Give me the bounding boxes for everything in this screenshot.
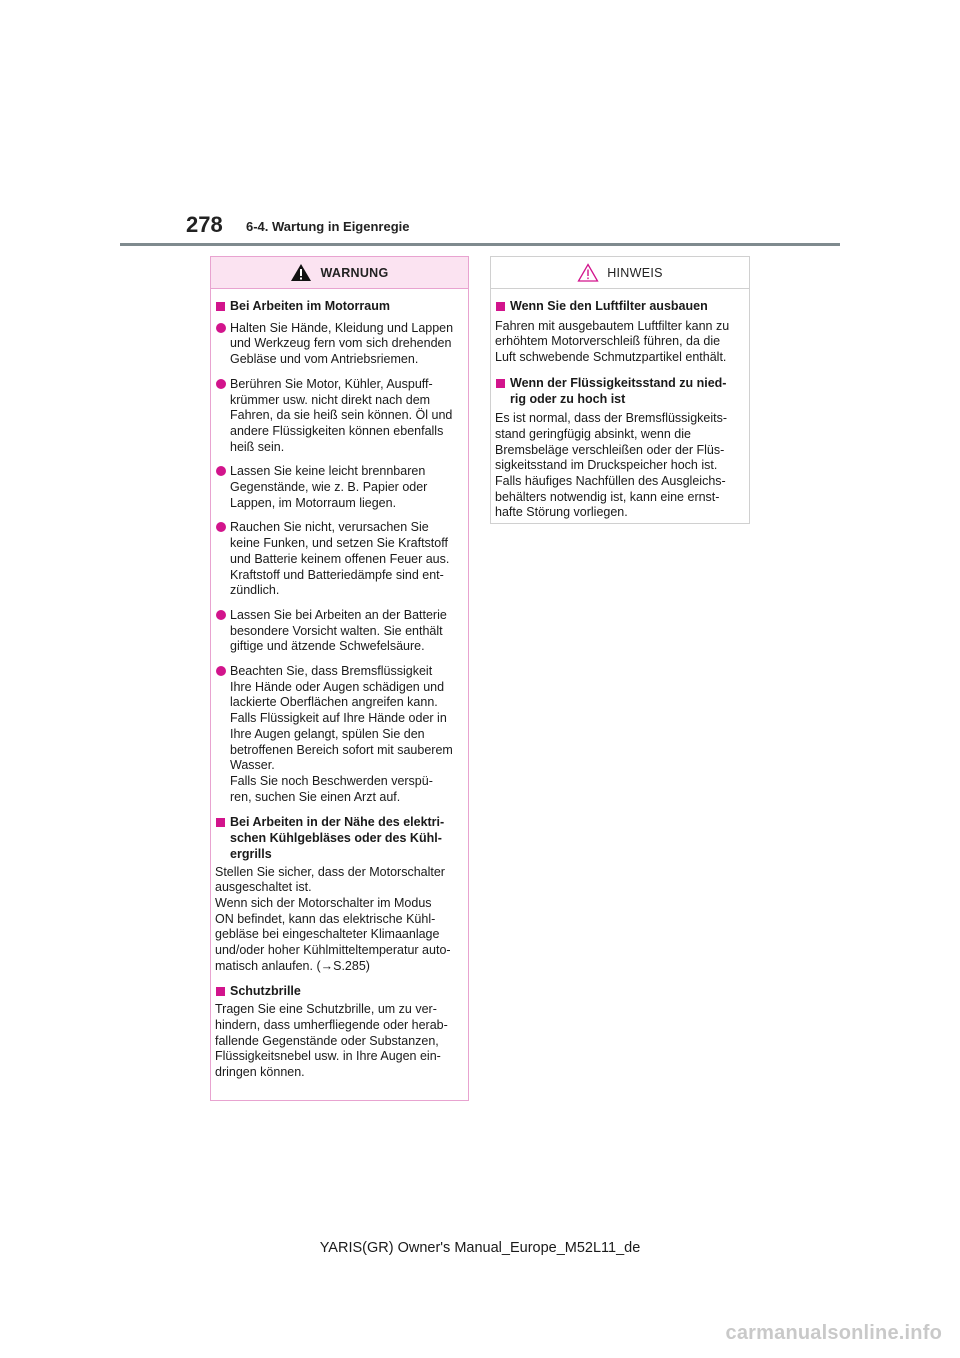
- section-title: Schutzbrille: [230, 984, 301, 999]
- list-item: [215, 321, 460, 368]
- section-square-icon: [216, 302, 225, 311]
- section-square-icon: [496, 302, 505, 311]
- section-square-icon: [496, 379, 505, 388]
- list-item: [215, 464, 460, 511]
- list-item-text: Halten Sie Hände, Kleidung und Lappen und Werkzeug fern vom sich drehenden Gebläse und vom Antriebsriemen.: [230, 320, 454, 367]
- section-heading: [215, 815, 460, 862]
- list-item: [215, 520, 460, 599]
- bullet-dot-icon: [216, 522, 226, 532]
- list-item-text: Beachten Sie, dass Bremsflüssigkeit Ihre Hände oder Augen schädigen und lackierte Oberflächen angreifen kann. Falls Flüssigkeit auf Ihre Hände oder in Ihre Augen gelangt, spülen Sie den betroffenen Bereich sofort mit sauberem Wasser. Falls Sie noch Beschwerden verspü- ren, suchen Sie einen Arzt auf.: [230, 664, 453, 804]
- section-text: Fahren mit ausgebautem Luftfilter kann zu erhöhtem Motorverschleiß führen, da die Luft schwebende Schmutzpartikel enthält.: [495, 318, 730, 365]
- bullet-dot-icon: [216, 379, 226, 389]
- warning-body: [211, 289, 468, 1081]
- chapter-title: 6-4. Wartung in Eigenregie: [246, 219, 410, 234]
- warning-title: WARNUNG: [320, 265, 389, 280]
- section-title: Wenn der Flüssigkeitsstand zu nied- rig oder zu hoch ist: [510, 375, 727, 406]
- page-number: 278: [186, 212, 223, 237]
- bullet-dot-icon: [216, 466, 226, 476]
- list-item: [215, 608, 460, 655]
- section-heading: [495, 376, 741, 407]
- bullet-dot-icon: [216, 610, 226, 620]
- section-square-icon: [216, 818, 225, 827]
- note-body: [491, 289, 749, 521]
- list-item-text: Berühren Sie Motor, Kühler, Auspuff- krümmer usw. nicht direkt nach dem Fahren, da sie heiß sein können. Öl und andere Flüssigkeiten können ebenfalls heiß sein.: [230, 376, 453, 454]
- note-header: [491, 257, 749, 289]
- section-title: Bei Arbeiten in der Nähe des elektri- schen Kühlgebläses oder des Kühl- ergrills: [230, 815, 445, 861]
- list-item-text: Lassen Sie bei Arbeiten an der Batterie besondere Vorsicht walten. Sie enthält giftige und ätzende Schwefelsäure.: [230, 607, 447, 654]
- note-title: HINWEIS: [607, 265, 663, 280]
- section-text: Stellen Sie sicher, dass der Motorschalter ausgeschaltet ist. Wenn sich der Motorschalter im Modus ON befindet, kann das elektrische Kühl- gebläse bei eingeschalteter Klimaanlage und/oder hoher Kühlmitteltemperatur auto- matisch anlaufen. (→S.285): [215, 864, 451, 973]
- section-text: Tragen Sie eine Schutzbrille, um zu ver- hindern, dass umherfliegende oder herab- fallende Gegenstände oder Substanzen, Flüssigkeitsnebel usw. in Ihre Augen ein- dringen können.: [215, 1002, 448, 1079]
- list-item: [215, 377, 460, 456]
- list-item: [215, 664, 460, 805]
- document-id: YARIS(GR) Owner's Manual_Europe_M52L11_de: [319, 1240, 641, 1256]
- section-heading: [215, 984, 460, 1000]
- section-title: Wenn Sie den Luftfilter ausbauen: [510, 299, 708, 313]
- caution-triangle-icon: [577, 263, 599, 282]
- section-square-icon: [216, 987, 225, 996]
- section-heading: [215, 299, 460, 315]
- list-item-text: Rauchen Sie nicht, verursachen Sie keine Funken, und setzen Sie Kraftstoff und Batterie keinem offenen Feuer aus. Kraftstoff und Batteriedämpfe sind ent- zündlich.: [230, 520, 450, 598]
- watermark: carmanualsonline.info: [725, 1322, 942, 1344]
- section-text: Es ist normal, dass der Bremsflüssigkeits- stand geringfügig absinkt, wenn die Bremsbeläge verschleißen oder der Flüs- sigkeitsstand im Druckspeicher hoch ist. Falls häufiges Nachfüllen des Ausgleichs- behälters notwendig ist, kann eine ernst- hafte Störung vorliegen.: [495, 411, 728, 520]
- list-item-text: Lassen Sie keine leicht brennbaren Gegenstände, wie z. B. Papier oder Lappen, im Motorraum liegen.: [230, 464, 428, 510]
- bullet-dot-icon: [216, 666, 226, 676]
- note-box: [490, 256, 750, 524]
- section-title: Bei Arbeiten im Motorraum: [230, 299, 390, 313]
- bullet-dot-icon: [216, 323, 226, 333]
- warning-box: [210, 256, 469, 1101]
- warning-header: [211, 257, 468, 289]
- header-divider: [120, 243, 840, 246]
- section-heading: [495, 299, 741, 315]
- warning-triangle-icon: [290, 263, 312, 282]
